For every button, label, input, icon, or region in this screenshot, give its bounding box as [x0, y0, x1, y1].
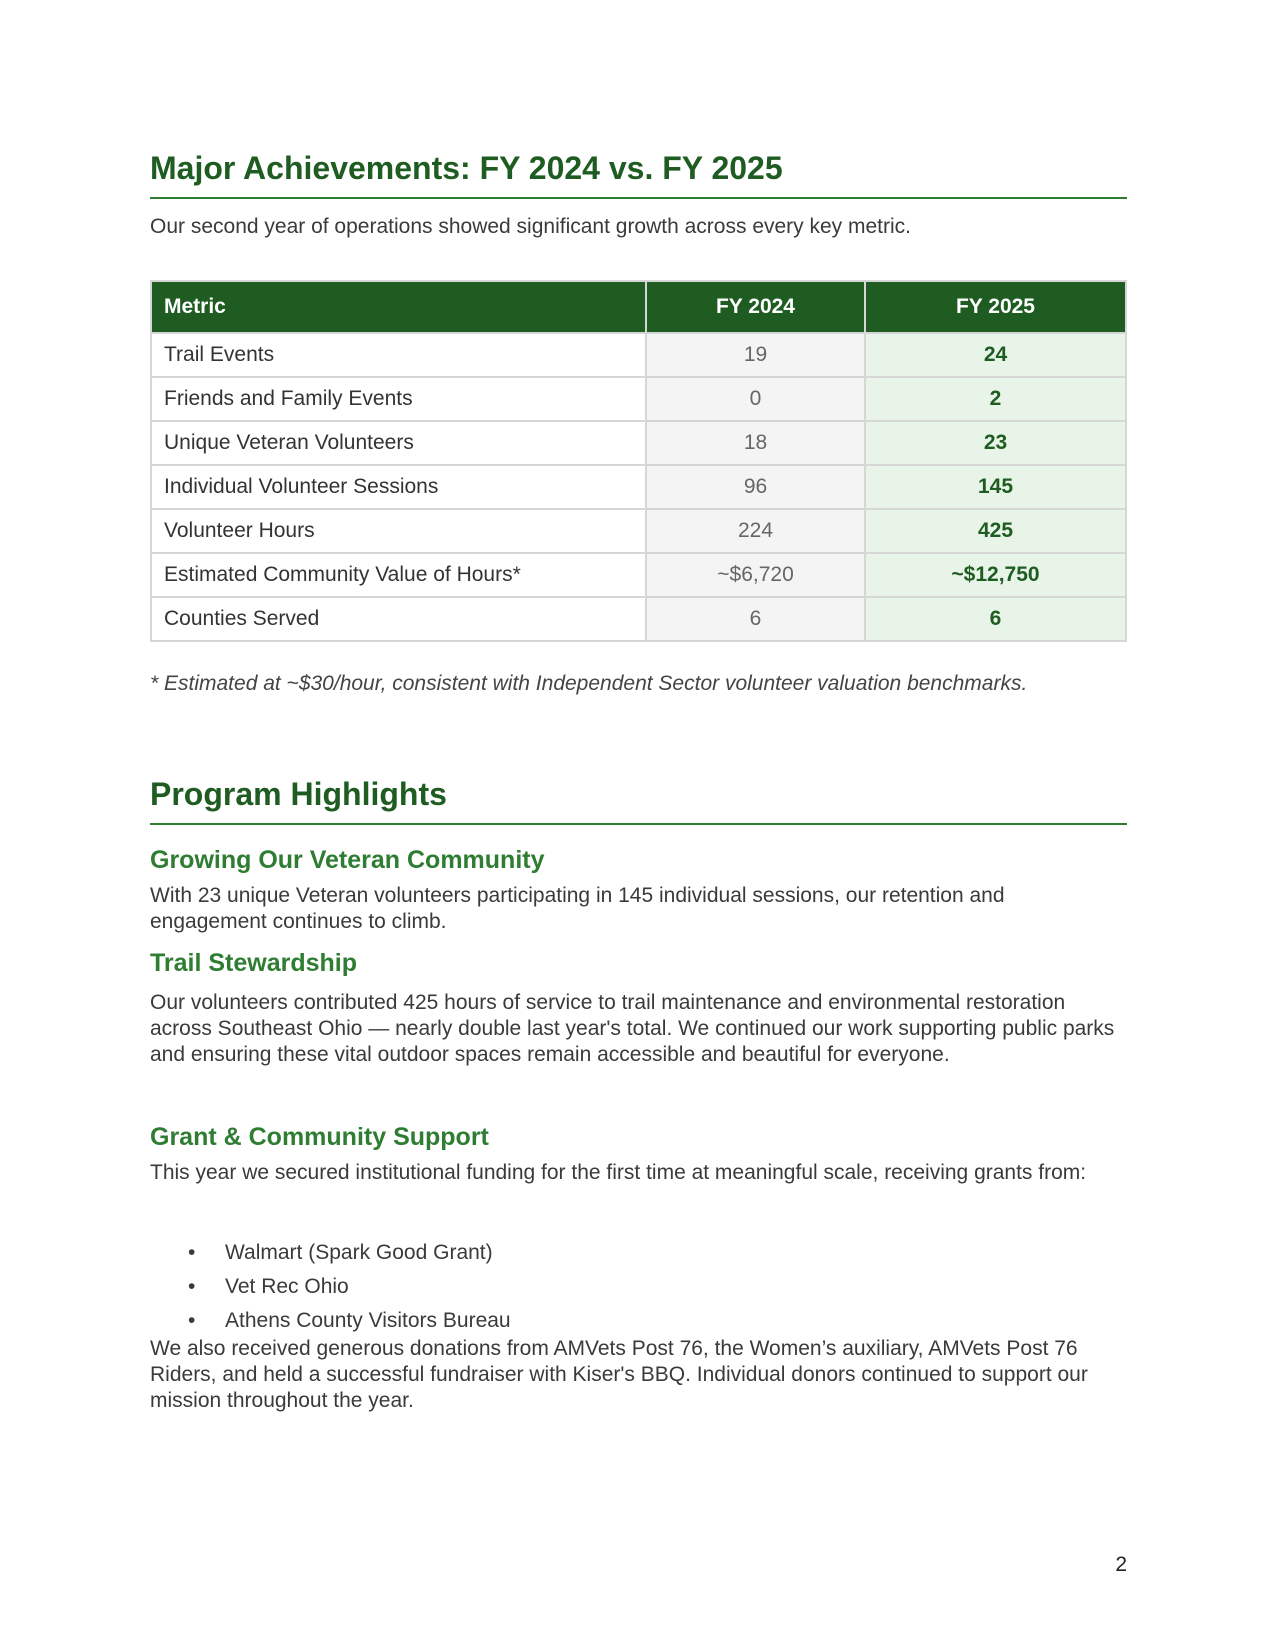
fy2024-cell: 0	[646, 377, 865, 421]
grant-support-text: This year we secured institutional funding for the first time at meaningful scale, receiving grants from:	[150, 1161, 1087, 1184]
veteran-community-text: With 23 unique Veteran volunteers participating in 145 individual sessions, our retention and engagement continues to climb.	[150, 884, 1005, 933]
achievements-intro: Our second year of operations showed significant growth across every key metric.	[150, 215, 912, 238]
fy2025-cell: 425	[865, 509, 1126, 553]
bullet-icon: •	[188, 1309, 196, 1332]
achievements-section	[150, 150, 1127, 199]
fy2024-cell: 6	[646, 597, 865, 641]
fy2025-cell: 145	[865, 465, 1126, 509]
subheading-veteran-community: Growing Our Veteran Community	[150, 846, 545, 874]
metric-cell: Unique Veteran Volunteers	[151, 421, 646, 465]
list-item: • Walmart (Spark Good Grant)	[150, 1236, 511, 1270]
highlights-heading: Program Highlights	[150, 776, 1127, 825]
table-row	[151, 421, 1126, 465]
fy2024-cell: 224	[646, 509, 865, 553]
table-row	[151, 553, 1126, 597]
fy2025-cell: 6	[865, 597, 1126, 641]
donations-text: We also received generous donations from AMVets Post 76, the Women’s auxiliary, AMVets Post 76 Riders, and held a successful fundraiser with Kiser's BBQ. Individual donors continued to support our mission throughout the year.	[150, 1337, 1088, 1412]
fy2025-cell: 2	[865, 377, 1126, 421]
highlights-section	[150, 776, 1127, 825]
list-item: • Athens County Visitors Bureau	[150, 1304, 511, 1338]
table-row	[151, 465, 1126, 509]
page-number: 2	[1115, 1553, 1127, 1576]
subheading-trail-stewardship: Trail Stewardship	[150, 949, 358, 977]
fy2025-cell: ~$12,750	[865, 553, 1126, 597]
valuation-footnote: * Estimated at ~$30/hour, consistent with Independent Sector volunteer valuation benchmarks.	[150, 672, 1028, 695]
metric-cell: Trail Events	[151, 333, 646, 377]
metrics-table	[150, 280, 1127, 642]
metric-cell: Individual Volunteer Sessions	[151, 465, 646, 509]
achievements-heading: Major Achievements: FY 2024 vs. FY 2025	[150, 150, 1127, 199]
subheading-grant-support: Grant & Community Support	[150, 1123, 489, 1151]
fy2024-cell: 18	[646, 421, 865, 465]
table-row	[151, 377, 1126, 421]
list-item: • Vet Rec Ohio	[150, 1270, 511, 1304]
fy2025-cell: 23	[865, 421, 1126, 465]
table-row	[151, 333, 1126, 377]
grants-list	[150, 1236, 511, 1338]
metric-cell: Counties Served	[151, 597, 646, 641]
fy2024-cell: ~$6,720	[646, 553, 865, 597]
table-header-row	[151, 281, 1126, 333]
fy2024-cell: 96	[646, 465, 865, 509]
table-row	[151, 597, 1126, 641]
metric-cell: Friends and Family Events	[151, 377, 646, 421]
fy2024-cell: 19	[646, 333, 865, 377]
metric-cell: Estimated Community Value of Hours*	[151, 553, 646, 597]
metric-cell: Volunteer Hours	[151, 509, 646, 553]
bullet-icon: •	[188, 1241, 196, 1264]
trail-stewardship-text: Our volunteers contributed 425 hours of service to trail maintenance and environmental restoration across Southeast Ohio — nearly double last year's total. We continued our work supporting public parks and ensuring these vital outdoor spaces remain accessible and beautiful for everyone.	[150, 991, 1115, 1066]
fy2025-cell: 24	[865, 333, 1126, 377]
table-row	[151, 509, 1126, 553]
bullet-icon: •	[188, 1275, 196, 1298]
header-fy2025: FY 2025	[865, 281, 1126, 333]
header-fy2024: FY 2024	[646, 281, 865, 333]
header-metric: Metric	[151, 281, 646, 333]
